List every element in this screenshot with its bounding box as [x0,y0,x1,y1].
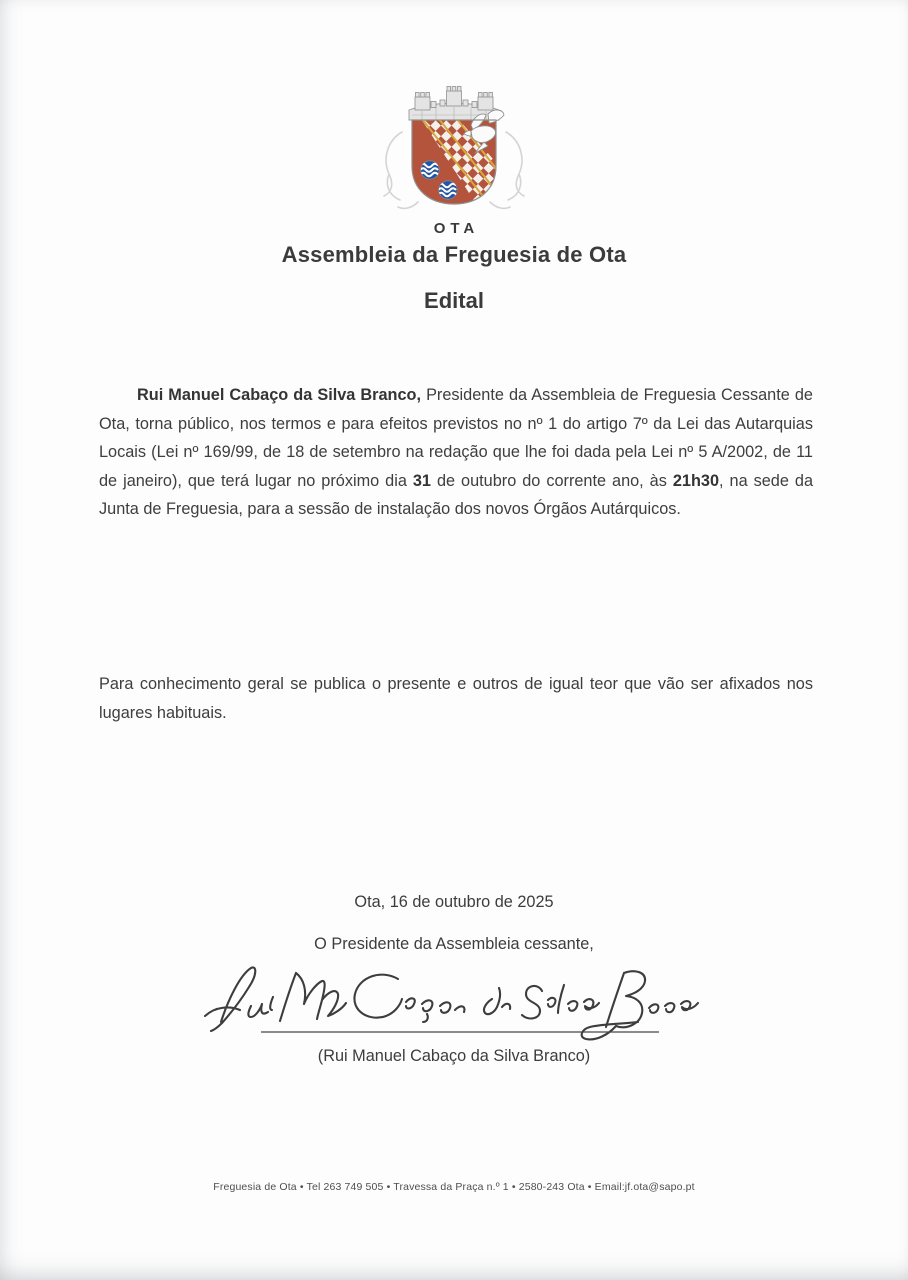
document-subtitle: Edital [424,288,484,313]
paragraph1-part2: de outubro do corrente ano, às [431,471,673,490]
paragraph1-part3: , na sede da Junta de Freguesia, para a sessão de instalação dos novos Órgãos Autárquicos. [99,471,813,519]
footer-contact-line: Freguesia de Ota • Tel 263 749 505 • Travessa da Praça n.º 1 • 2580-243 Ota • Email:jf.ota@sapo.pt [213,1181,695,1193]
closing-line: O Presidente da Assembleia cessante, [314,935,594,953]
coat-of-arms-image [374,78,534,214]
coat-of-arms-label: OTA [433,220,480,237]
document-title: Assembleia da Freguesia de Ota [281,242,627,267]
notice-paragraph: Para conhecimento geral se publica o presente e outros de igual teor que vão ser afixados nos lugares habituais. [99,675,813,722]
signatory-name: (Rui Manuel Cabaço da Silva Branco) [317,1047,591,1065]
president-name-bold: Rui Manuel Cabaço da Silva Branco, [137,386,422,404]
meeting-day-bold: 31 [412,471,431,490]
paragraph1-part1: Presidente da Assembleia de Freguesia Cessante de Ota, torna público, nos termos e para efeitos previstos no nº 1 do artigo 7º da Lei das Autarquias Locais (Lei nº 169/99, de 18 de setembro na redação que lhe foi dada pela Lei nº 5 A/2002, de 11 de janeiro), que terá lugar no próximo dia [99,386,813,490]
date-line: Ota, 16 de outubro de 2025 [354,893,554,911]
meeting-time-bold: 21h30 [672,471,720,490]
ota-coat-of-arms [369,78,539,237]
main-paragraph [99,381,813,524]
signature-image [193,956,715,1052]
signature-strokes [205,967,698,1039]
